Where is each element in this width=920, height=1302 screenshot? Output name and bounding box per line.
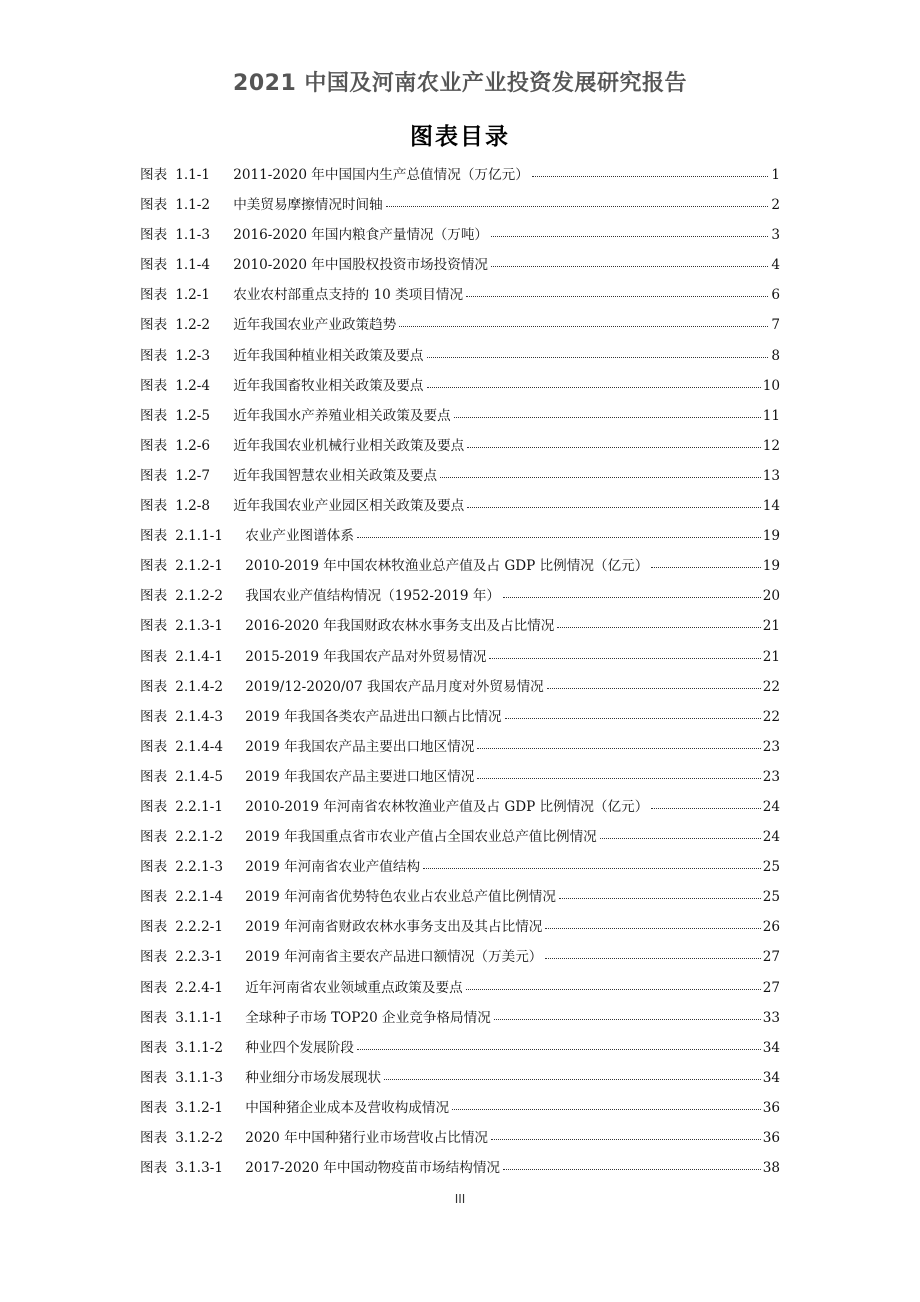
toc-entry-page: 22: [762, 678, 780, 695]
toc-entry-page: 24: [762, 798, 780, 815]
toc-entry-number: 1.2-1: [175, 287, 211, 304]
toc-entry-title: 农业农村部重点支持的 10 类项目情况: [233, 287, 464, 304]
toc-entry-label: 图表: [140, 167, 168, 183]
toc-leader-dots: [357, 523, 761, 538]
toc-entry-number: 2.2.1-2: [175, 829, 224, 846]
toc-entry-label: 图表: [140, 317, 168, 334]
toc-entry-page: 14: [762, 498, 780, 515]
toc-entry-label: 图表: [140, 1039, 168, 1056]
toc-entry-label: 图表: [140, 498, 168, 515]
toc-entry-number: 2.1.3-1: [175, 618, 224, 635]
toc-leader-dots: [466, 975, 761, 990]
toc-entry[interactable]: [140, 310, 780, 340]
toc-entry-number: 3.1.1-1: [175, 1009, 224, 1026]
toc-entry-label: 图表: [140, 347, 168, 364]
toc-entry[interactable]: [140, 702, 780, 732]
toc-leader-dots: [386, 192, 768, 207]
toc-entry[interactable]: [140, 672, 780, 702]
toc-entry-number: 2.1.4-1: [175, 648, 224, 665]
toc-entry-number: 2.1.4-2: [175, 678, 224, 695]
toc-entry-number: 3.1.1-2: [175, 1039, 224, 1056]
toc-entry-number: 2.2.1-1: [175, 798, 224, 815]
toc-entry-label: 图表: [140, 1099, 168, 1116]
toc-entry-page: 3: [771, 227, 780, 244]
toc-entry-label: 图表: [140, 558, 168, 575]
toc-leader-dots: [651, 553, 760, 568]
toc-entry-label: 图表: [140, 768, 168, 785]
toc-entry[interactable]: [140, 1003, 780, 1033]
toc-entry-page: 23: [762, 738, 780, 755]
toc-leader-dots: [651, 794, 760, 809]
toc-entry-number: 1.2-5: [175, 407, 211, 424]
toc-entry-number: 2.1.4-4: [175, 738, 224, 755]
toc-entry[interactable]: [140, 401, 780, 431]
toc-entry-title: 2019 年我国农产品主要进口地区情况: [245, 768, 475, 785]
toc-entry-page: 26: [762, 919, 780, 936]
toc-entry-page: 1: [771, 167, 780, 183]
toc-leader-dots: [557, 613, 760, 628]
toc-entry[interactable]: [140, 1063, 780, 1093]
toc-entry-label: 图表: [140, 257, 168, 274]
toc-entry-number: 1.1-2: [175, 197, 211, 214]
toc-entry-number: 1.2-8: [175, 498, 211, 515]
toc-entry-label: 图表: [140, 979, 168, 996]
toc-entry[interactable]: [140, 220, 780, 250]
toc-entry-page: 22: [762, 708, 780, 725]
toc-leader-dots: [454, 403, 761, 418]
toc-entry-title: 2019 年我国重点省市农业产值占全国农业总产值比例情况: [245, 829, 597, 846]
toc-entry-number: 1.2-4: [175, 377, 211, 394]
toc-entry[interactable]: [140, 250, 780, 280]
toc-entry[interactable]: [140, 973, 780, 1003]
toc-entry-label: 图表: [140, 708, 168, 725]
toc-leader-dots: [440, 463, 761, 478]
toc-entry-title: 中国种猪企业成本及营收构成情况: [245, 1099, 450, 1116]
toc-entry-label: 图表: [140, 889, 168, 906]
toc-entry[interactable]: [140, 762, 780, 792]
toc-heading: 图表目录: [410, 124, 510, 150]
toc-leader-dots: [423, 854, 761, 869]
toc-entry-title: 种业细分市场发展现状: [245, 1069, 382, 1086]
toc-leader-dots: [491, 1125, 761, 1140]
toc-entry[interactable]: [140, 581, 780, 611]
toc-leader-dots: [427, 373, 761, 388]
toc-leader-dots: [545, 944, 760, 959]
toc-entry-label: 图表: [140, 738, 168, 755]
toc-entry-number: 2.1.1-1: [175, 528, 224, 545]
toc-leader-dots: [491, 222, 768, 237]
toc-entry[interactable]: [140, 461, 780, 491]
toc-entry-label: 图表: [140, 829, 168, 846]
toc-entry-title: 近年我国畜牧业相关政策及要点: [233, 377, 424, 394]
toc-entry-page: 27: [762, 949, 780, 966]
toc-leader-dots: [467, 493, 760, 508]
toc-leader-dots: [503, 583, 761, 598]
toc-entry-number: 1.2-2: [175, 317, 211, 334]
toc-entry-page: 38: [762, 1160, 780, 1177]
toc-leader-dots: [600, 824, 761, 839]
toc-entry-page: 33: [762, 1009, 780, 1026]
toc-leader-dots: [491, 252, 768, 267]
toc-entry[interactable]: [140, 732, 780, 762]
toc-entry[interactable]: [140, 792, 780, 822]
toc-entry-title: 近年我国农业机械行业相关政策及要点: [233, 437, 465, 454]
toc-entry-title: 近年我国农业产业园区相关政策及要点: [233, 498, 465, 515]
toc-entry-title: 2019/12-2020/07 我国农产品月度对外贸易情况: [245, 678, 544, 695]
toc-leader-dots: [532, 162, 768, 177]
toc-leader-dots: [489, 644, 760, 659]
toc-entry[interactable]: [140, 1123, 780, 1153]
report-title: 2021 中国及河南农业产业投资发展研究报告: [233, 71, 687, 96]
toc-entry-page: 2: [771, 197, 780, 214]
toc-entry-label: 图表: [140, 467, 168, 484]
toc-entry-page: 36: [762, 1099, 780, 1116]
toc-leader-dots: [503, 1155, 761, 1170]
toc-entry-number: 3.1.3-1: [175, 1160, 224, 1177]
toc-entry-page: 11: [762, 407, 780, 424]
toc-entry-title: 近年我国农业产业政策趋势: [233, 317, 397, 334]
toc-entry-page: 20: [762, 588, 780, 605]
toc-entry-number: 2.1.4-3: [175, 708, 224, 725]
toc-leader-dots: [452, 1095, 761, 1110]
toc-entry-title: 近年河南省农业领域重点政策及要点: [245, 979, 463, 996]
toc-leader-dots: [494, 1005, 761, 1020]
toc-entry-title: 2016-2020 年国内粮食产量情况（万吨）: [233, 227, 489, 244]
toc-entry[interactable]: [140, 1033, 780, 1063]
page-number: III: [454, 1192, 466, 1206]
toc-entry-number: 2.2.4-1: [175, 979, 224, 996]
toc-entry-page: 6: [771, 287, 780, 304]
toc-entry-label: 图表: [140, 919, 168, 936]
toc-entry-number: 2.2.3-1: [175, 949, 224, 966]
toc-entry-title: 2019 年河南省主要农产品进口额情况（万美元）: [245, 949, 543, 966]
toc-entry-label: 图表: [140, 648, 168, 665]
toc-entry-label: 图表: [140, 437, 168, 454]
toc-entry-number: 3.1.2-2: [175, 1130, 224, 1146]
toc-entry-title: 近年我国智慧农业相关政策及要点: [233, 467, 438, 484]
toc-entry[interactable]: [140, 280, 780, 310]
toc-entry-title: 中美贸易摩擦情况时间轴: [233, 197, 383, 214]
toc-entry-page: 13: [762, 467, 780, 484]
toc-entry-page: 23: [762, 768, 780, 785]
toc-entry-label: 图表: [140, 588, 168, 605]
toc-leader-dots: [399, 312, 768, 327]
toc-entry-label: 图表: [140, 1130, 168, 1146]
toc-leader-dots: [559, 884, 761, 899]
toc-entry-title: 2020 年中国种猪行业市场营收占比情况: [245, 1130, 489, 1146]
toc-entry-number: 1.1-4: [175, 257, 211, 274]
toc-leader-dots: [357, 1035, 761, 1050]
toc-entry[interactable]: [140, 642, 780, 672]
toc-entry-label: 图表: [140, 1160, 168, 1177]
toc-entry-title: 全球种子市场 TOP20 企业竞争格局情况: [245, 1009, 491, 1026]
toc-entry-number: 1.2-7: [175, 467, 211, 484]
toc-entry[interactable]: [140, 190, 780, 220]
toc-entry[interactable]: [140, 431, 780, 461]
toc-entry-label: 图表: [140, 227, 168, 244]
toc-entry[interactable]: [140, 551, 780, 581]
toc-entry-title: 2010-2019 年中国农林牧渔业总产值及占 GDP 比例情况（亿元）: [245, 558, 649, 575]
toc-entry[interactable]: [140, 882, 780, 912]
toc-leader-dots: [466, 282, 768, 297]
toc-entry-page: 27: [762, 979, 780, 996]
toc-entry-number: 2.2.1-4: [175, 889, 224, 906]
toc-entry-number: 2.2.2-1: [175, 919, 224, 936]
toc-entry-label: 图表: [140, 528, 168, 545]
toc-entry-title: 2019 年我国各类农产品进出口额占比情况: [245, 708, 502, 725]
toc-entry-number: 1.2-6: [175, 437, 211, 454]
toc-entry-label: 图表: [140, 1009, 168, 1026]
toc-entry-title: 2016-2020 年我国财政农林水事务支出及占比情况: [245, 618, 555, 635]
toc-entry-title: 2019 年河南省农业产值结构: [245, 859, 421, 876]
toc-entry[interactable]: [140, 341, 780, 371]
toc-entry-title: 2019 年河南省财政农林水事务支出及其占比情况: [245, 919, 543, 936]
toc-leader-dots: [427, 343, 769, 358]
toc-entry[interactable]: [140, 371, 780, 401]
toc-leader-dots: [477, 734, 760, 749]
toc-entry-title: 2010-2020 年中国股权投资市场投资情况: [233, 257, 489, 274]
toc-entry-page: 19: [762, 528, 780, 545]
toc-entry-page: 25: [762, 859, 780, 876]
toc-entry-title: 农业产业图谱体系: [245, 528, 354, 545]
toc-entry-title: 2011-2020 年中国国内生产总值情况（万亿元）: [233, 167, 529, 183]
toc-entry-page: 34: [762, 1039, 780, 1056]
toc-entry-page: 34: [762, 1069, 780, 1086]
toc-entry-number: 2.1.2-2: [175, 588, 224, 605]
toc-entry-label: 图表: [140, 197, 168, 214]
toc-entry-label: 图表: [140, 377, 168, 394]
toc-entry-label: 图表: [140, 407, 168, 424]
toc-entry-label: 图表: [140, 859, 168, 876]
toc-leader-dots: [505, 704, 761, 719]
toc-entry-page: 21: [762, 648, 780, 665]
toc-entry-title: 2010-2019 年河南省农林牧渔业产值及占 GDP 比例情况（亿元）: [245, 798, 649, 815]
toc-entry-number: 3.1.1-3: [175, 1069, 224, 1086]
toc-entry-label: 图表: [140, 287, 168, 304]
toc-entry-number: 1.2-3: [175, 347, 211, 364]
toc-list: [140, 160, 780, 1183]
toc-entry-number: 1.1-3: [175, 227, 211, 244]
toc-entry-label: 图表: [140, 618, 168, 635]
toc-entry[interactable]: [140, 912, 780, 942]
toc-entry-page: 25: [762, 889, 780, 906]
toc-entry-page: 4: [771, 257, 780, 274]
toc-entry-page: 12: [762, 437, 780, 454]
toc-entry-title: 我国农业产值结构情况（1952-2019 年）: [245, 588, 501, 605]
toc-leader-dots: [384, 1065, 761, 1080]
toc-entry[interactable]: [140, 611, 780, 641]
toc-entry-title: 近年我国种植业相关政策及要点: [233, 347, 424, 364]
toc-entry[interactable]: [140, 822, 780, 852]
toc-leader-dots: [467, 433, 760, 448]
toc-entry-label: 图表: [140, 949, 168, 966]
toc-entry-page: 8: [771, 347, 780, 364]
toc-entry-label: 图表: [140, 678, 168, 695]
toc-entry-number: 2.2.1-3: [175, 859, 224, 876]
toc-entry-page: 36: [762, 1130, 780, 1146]
toc-entry-page: 7: [771, 317, 780, 334]
toc-entry[interactable]: [140, 491, 780, 521]
toc-entry[interactable]: [140, 160, 780, 190]
toc-entry[interactable]: [140, 942, 780, 972]
toc-entry[interactable]: [140, 521, 780, 551]
toc-entry-label: 图表: [140, 798, 168, 815]
toc-entry-page: 21: [762, 618, 780, 635]
toc-entry-title: 近年我国水产养殖业相关政策及要点: [233, 407, 451, 424]
toc-entry[interactable]: [140, 1153, 780, 1183]
toc-entry[interactable]: [140, 1093, 780, 1123]
toc-entry-page: 19: [762, 558, 780, 575]
toc-entry-number: 3.1.2-1: [175, 1099, 224, 1116]
toc-entry-number: 2.1.2-1: [175, 558, 224, 575]
toc-entry-number: 1.1-1: [175, 167, 211, 183]
toc-entry-title: 2019 年我国农产品主要出口地区情况: [245, 738, 475, 755]
toc-entry-label: 图表: [140, 1069, 168, 1086]
toc-leader-dots: [547, 674, 761, 689]
toc-entry-page: 10: [762, 377, 780, 394]
toc-entry-title: 2017-2020 年中国动物疫苗市场结构情况: [245, 1160, 501, 1177]
toc-entry-number: 2.1.4-5: [175, 768, 224, 785]
toc-entry-page: 24: [762, 829, 780, 846]
toc-entry[interactable]: [140, 852, 780, 882]
toc-leader-dots: [545, 914, 760, 929]
toc-entry-title: 种业四个发展阶段: [245, 1039, 354, 1056]
toc-entry-title: 2019 年河南省优势特色农业占农业总产值比例情况: [245, 889, 556, 906]
toc-entry-title: 2015-2019 年我国农产品对外贸易情况: [245, 648, 487, 665]
toc-leader-dots: [477, 764, 760, 779]
